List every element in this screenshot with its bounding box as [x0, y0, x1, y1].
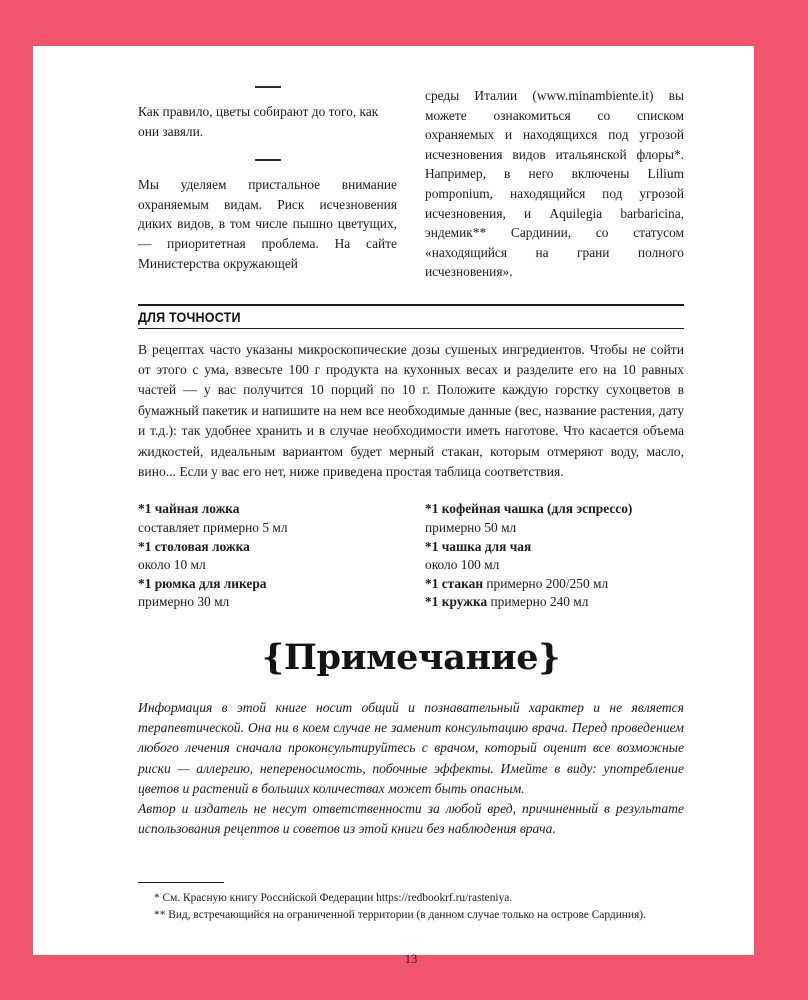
measure-term: *1 рюмка для ликера	[138, 575, 267, 591]
measures-row	[425, 519, 684, 538]
measure-value: примерно 240 мл	[487, 594, 589, 610]
measures-right-column	[425, 500, 684, 612]
measures-row	[425, 500, 684, 519]
measures-row	[138, 500, 397, 519]
note-title: {Примечание}	[261, 637, 561, 679]
measure-term: *1 чайная ложка	[138, 501, 240, 517]
opening-section	[138, 86, 684, 282]
measures-row	[425, 538, 684, 557]
measure-value: составляет примерно 5 мл	[138, 520, 288, 536]
opening-paragraph-2: Мы уделяем пристальное внимание охраняемым видам. Риск исчезновения диких видов, в том числе пышно цветущих, — приоритетная проблема. На сайте Министерства окружающей	[138, 177, 397, 271]
dash-separator-icon-2	[255, 159, 281, 161]
measures-row	[425, 556, 684, 575]
measures-row	[138, 519, 397, 538]
measures-row	[138, 538, 397, 557]
measures-row	[138, 575, 397, 594]
footnotes	[138, 882, 684, 923]
measure-value: примерно 50 мл	[425, 520, 517, 536]
opening-paragraph-1: Как правило, цветы собирают до того, как они завяли.	[138, 104, 379, 139]
measures-row	[138, 593, 397, 612]
dash-separator-icon	[255, 86, 281, 88]
measure-term: *1 кружка	[425, 594, 488, 610]
measures-table	[138, 500, 684, 612]
page-text-block	[138, 86, 684, 966]
section-heading: ДЛЯ ТОЧНОСТИ	[138, 309, 241, 325]
note-disclaimer	[138, 698, 684, 839]
measure-value: около 100 мл	[425, 557, 500, 573]
disclaimer-paragraph-1: Информация в этой книге носит общий и познавательный характер и не является терапевтической. Она ни в коем случае не заменит консультацию врача. Перед проведением любого лечения сначала проконсультируйтесь с врачом, который оценит все возможные риски — аллергию, непереносимость, побочные эффекты. Имейте в виду: употребление цветов и растений в больших количествах может быть опасным.	[138, 700, 684, 796]
opening-paragraph-3: среды Италии (www.minambiente.it) вы можете ознакомиться со списком охраняемых и находящихся под угрозой исчезновения видов итальянской флоры*. Например, в него включены Lilium pomponium, находящийся под угрозой исчезновения, и Aquilegia barbaricina, эндемик** Сардинии, со статусом «находящийся на грани полного исчезновения».	[425, 88, 684, 280]
measures-row	[425, 575, 684, 594]
measure-term: *1 стакан	[425, 575, 484, 591]
measure-term: *1 столовая ложка	[138, 538, 250, 554]
page-number: 13	[404, 952, 418, 966]
opening-right-column	[425, 86, 684, 282]
precision-section	[138, 304, 684, 329]
measure-value: примерно 200/250 мл	[483, 575, 609, 591]
precision-body-paragraph: В рецептах часто указаны микроскопические дозы сушеных ингредиентов. Чтобы не сойти от этого с ума, взвесьте 100 г продукта на кухонных весах и разделите его на 10 равных частей — у вас получится 10 порций по 10 г. Положите каждую горстку сухоцветов в бумажный пакетик и напишите на нем все необходимые данные (вес, название растения, дату и т.д.): так удобнее хранить и в случае необходимости иметь наготове. Что касается объема жидкостей, идеальным вариантом будет мерный стакан, которым отмеряют воду, масло, вино... Если у вас его нет, ниже приведена простая таблица соответствия.	[138, 341, 684, 480]
measures-left-column	[138, 500, 397, 612]
measures-row	[138, 556, 397, 575]
measure-value: примерно 30 мл	[138, 594, 230, 610]
footnote-2: ** Вид, встречающийся на ограниченной территории (в данном случае только на острове Сардиния).	[154, 908, 646, 921]
section-rule-bottom	[138, 328, 684, 329]
footnote-rule	[138, 882, 224, 883]
measures-row	[425, 593, 684, 612]
opening-left-column	[138, 86, 397, 273]
measure-value: около 10 мл	[138, 557, 206, 573]
measure-term: *1 кофейная чашка (для эспрессо)	[425, 501, 633, 517]
footnote-1: * См. Красную книгу Российской Федерации https://redbookrf.ru/rasteniya.	[154, 892, 513, 905]
measure-term: *1 чашка для чая	[425, 538, 532, 554]
book-page	[33, 46, 754, 966]
disclaimer-paragraph-2: Автор и издатель не несут ответственности за любой вред, причиненный в результате использования рецептов и советов из этой книги без наблюдения врача.	[138, 801, 684, 837]
